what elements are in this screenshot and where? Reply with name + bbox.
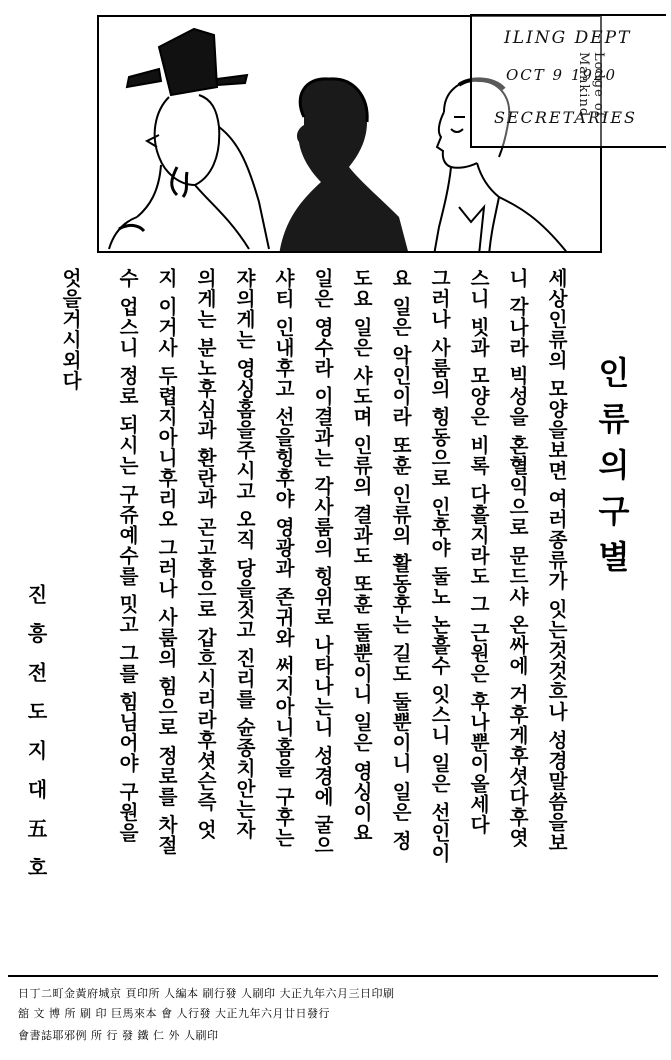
body-column: 도요 일은 샤도며 인류의 결과도 또훈 둘뿐이니 일은 영싱이요	[350, 268, 373, 843]
filing-stamp	[470, 14, 666, 148]
body-column: 요 일은 악인이라 또훈 인류의 활동후는 길도 둘뿐이니 일은 정	[389, 268, 412, 851]
body-column: 쟈의게는 영싱홈을주시고 오직 당을짓고 진리를 슌종치안는자	[233, 268, 256, 840]
stamp-date: OCT 9 1920	[506, 66, 618, 84]
body-column: 그러나 사룸의 힝동으로 인후야 둘노 논흘수 잇스니 일은 선인이	[428, 268, 451, 864]
body-column-last: 엇을거시외다	[59, 268, 82, 391]
colophon-divider	[8, 975, 658, 977]
issue-signature: 진흥전도지대五호	[24, 584, 48, 896]
stamp-side-text: Lodge of Mankind	[576, 52, 606, 118]
body-column: 스니 빗과 모양은 비록 다흘지라도 그 근원은 후나뿐이올세다	[467, 268, 490, 836]
body-column: 일은 영수라 이결과는 각사룸의 힝위로 나타나는니 성경에 굴으	[311, 268, 334, 856]
body-column: 세상인류의 모양을보면 여러종류가 잇는것것흐나 성경말씀을보	[545, 268, 568, 853]
body-column: 지 이거사 두렵지아니후리오 그러나 사룸의 힘으로 정로를 차절	[155, 268, 178, 856]
stamp-line-3: SECRETARIES	[494, 108, 637, 127]
body-column: 의게는 분노후심과 환란과 곤고홈으로 갑흐시리라후셧슨즉 엇	[194, 268, 217, 840]
colophon-row: 日丁二町金黃府城京 頁印所 人編本 刷行發 人刷印 大正九年六月三日印刷	[18, 987, 395, 1000]
colophon-row: 舘 文 博 所 刷 印 巨馬來本 會 人行發 大正九年六月廿日發行	[18, 1007, 330, 1020]
page-title: 인류의구별	[593, 356, 631, 586]
body-column: 수 업스니 정로 되시는 구쥬예수를 밋고 그를 힘님어야 구원을	[116, 268, 139, 843]
body-column: 샤티 인내후고 선을힝후야 영광과 존귀와 써지아니홈을 구후는	[272, 268, 295, 848]
body-column: 니 각나라 빅성을 혼혈익으로 문드샤 온싸에 거후게후셧다후엿	[506, 268, 529, 848]
stamp-line-1: ILING DEPT	[504, 28, 632, 48]
colophon-row: 會書誌耶邪例 所 行 發 鐵 仁 外 人刷印	[18, 1029, 219, 1042]
